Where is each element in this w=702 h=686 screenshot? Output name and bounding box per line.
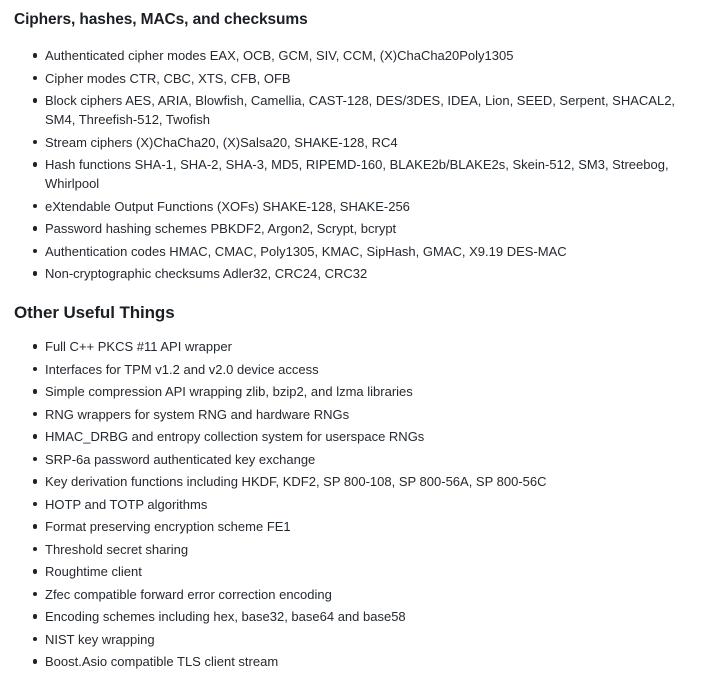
list-item: Format preserving encryption scheme FE1 [45,517,697,536]
list-item: SRP-6a password authenticated key exchange [45,450,697,469]
list-item: Cipher modes CTR, CBC, XTS, CFB, OFB [45,69,697,88]
list-item: Full C++ PKCS #11 API wrapper [45,337,697,356]
list-item: NIST key wrapping [45,630,697,649]
list-item: Authentication codes HMAC, CMAC, Poly1305, KMAC, SipHash, GMAC, X9.19 DES-MAC [45,242,697,261]
list-item: Authenticated cipher modes EAX, OCB, GCM, SIV, CCM, (X)ChaCha20Poly1305 [45,46,697,65]
list-item: Non-cryptographic checksums Adler32, CRC24, CRC32 [45,264,697,283]
list-item: Threshold secret sharing [45,540,697,559]
list-item: Zfec compatible forward error correction encoding [45,585,697,604]
list-item: Boost.Asio compatible TLS client stream [45,652,697,671]
list-item: RNG wrappers for system RNG and hardware RNGs [45,405,697,424]
other-feature-list [14,337,697,671]
list-item: Roughtime client [45,562,697,581]
list-item: Interfaces for TPM v1.2 and v2.0 device access [45,360,697,379]
list-item: Password hashing schemes PBKDF2, Argon2, Scrypt, bcrypt [45,219,697,238]
list-item: eXtendable Output Functions (XOFs) SHAKE-128, SHAKE-256 [45,197,697,216]
list-item: Stream ciphers (X)ChaCha20, (X)Salsa20, SHAKE-128, RC4 [45,133,697,152]
list-item: Hash functions SHA-1, SHA-2, SHA-3, MD5, RIPEMD-160, BLAKE2b/BLAKE2s, Skein-512, SM3, Streebog, Whirlpool [45,155,697,193]
section-other-useful-things [14,302,697,671]
list-item: Block ciphers AES, ARIA, Blowfish, Camellia, CAST-128, DES/3DES, IDEA, Lion, SEED, Serpent, SHACAL2, SM4, Threefish-512, Twofish [45,91,697,129]
list-item: Simple compression API wrapping zlib, bzip2, and lzma libraries [45,382,697,401]
cipher-feature-list [14,46,697,283]
list-item: HOTP and TOTP algorithms [45,495,697,514]
heading-other-useful-things: Other Useful Things [14,303,175,322]
list-item: Encoding schemes including hex, base32, base64 and base58 [45,607,697,626]
list-item: HMAC_DRBG and entropy collection system for userspace RNGs [45,427,697,446]
section-ciphers-hashes-macs-checksums [14,10,697,283]
heading-ciphers-hashes-macs-checksums: Ciphers, hashes, MACs, and checksums [14,11,308,28]
list-item: Key derivation functions including HKDF, KDF2, SP 800-108, SP 800-56A, SP 800-56C [45,472,697,491]
